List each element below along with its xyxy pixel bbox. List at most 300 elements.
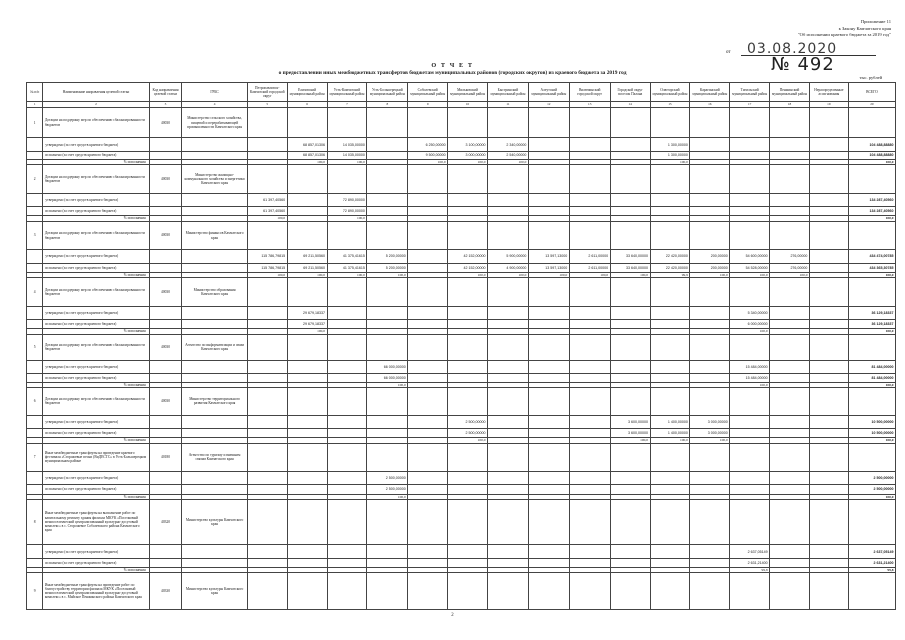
value-cell <box>690 207 730 216</box>
value-cell <box>487 320 528 329</box>
value-cell: 2 500,00000 <box>448 428 488 437</box>
value-cell <box>327 415 367 428</box>
empty-cell <box>149 138 182 151</box>
empty-cell <box>287 278 327 307</box>
value-cell: 100,0 <box>730 329 770 334</box>
total-value: 36 129,18337 <box>848 306 895 319</box>
value-cell <box>327 472 367 485</box>
percent-row-label: % исполнения <box>43 216 149 221</box>
column-number: 13 <box>569 102 610 107</box>
value-cell: 68 857,01306 <box>287 138 327 151</box>
value-cell <box>730 472 770 485</box>
value-cell: 3 000,00000 <box>690 415 730 428</box>
empty-cell <box>650 388 690 416</box>
empty-cell <box>27 373 43 382</box>
value-cell: 5 200,00000 <box>367 263 408 272</box>
empty-cell <box>182 138 247 151</box>
value-cell <box>287 559 327 567</box>
empty-cell <box>650 165 690 194</box>
value-cell: 1 300,00000 <box>650 151 690 159</box>
value-cell: 61 397,40560 <box>247 207 287 216</box>
empty-cell <box>569 221 610 250</box>
empty-cell <box>182 320 247 329</box>
empty-cell <box>610 278 650 307</box>
value-cell: 100,0 <box>730 272 770 277</box>
column-number: 11 <box>487 102 528 107</box>
value-cell <box>367 545 408 559</box>
report-title: О Т Ч Е Т <box>431 62 474 69</box>
empty-cell <box>848 388 895 416</box>
section-code: 40320 <box>149 499 182 544</box>
value-cell <box>770 361 810 373</box>
value-cell <box>809 485 848 494</box>
value-cell <box>569 138 610 151</box>
empty-cell <box>730 221 770 250</box>
empty-cell <box>610 221 650 250</box>
value-cell: 69 211,50560 <box>287 250 327 263</box>
value-cell <box>610 361 650 373</box>
value-cell <box>610 485 650 494</box>
empty-cell <box>730 107 770 138</box>
empty-cell <box>528 499 569 544</box>
value-cell: 29 679,18337 <box>287 306 327 319</box>
value-cell: 14 035,00000 <box>327 138 367 151</box>
empty-cell <box>327 388 367 416</box>
value-cell: 100,0 <box>650 438 690 443</box>
empty-cell <box>528 107 569 138</box>
value-cell <box>367 306 408 319</box>
empty-cell <box>367 278 408 307</box>
value-cell <box>650 207 690 216</box>
column-header: Соболевский муниципальный район <box>408 83 448 102</box>
empty-cell <box>182 207 247 216</box>
total-value: 134 287,40560 <box>848 207 895 216</box>
section-grbs: Министерство сельского хозяйства, пищевой и перерабатывающей промышленности Камчатского края <box>182 107 247 138</box>
value-cell: 2 540,00000 <box>487 151 528 159</box>
column-header: Усть-Камчатский муниципальный район <box>327 83 367 102</box>
empty-cell <box>448 278 488 307</box>
value-cell: 100,0 <box>610 272 650 277</box>
value-cell <box>528 193 569 206</box>
value-cell <box>770 545 810 559</box>
empty-cell <box>650 107 690 138</box>
empty-cell <box>690 221 730 250</box>
empty-cell <box>487 572 528 609</box>
value-cell: 3 000,00000 <box>690 428 730 437</box>
value-cell: 15 484,00000 <box>730 373 770 382</box>
section-header-row <box>27 388 896 416</box>
empty-cell <box>367 388 408 416</box>
value-cell: 100,0 <box>448 438 488 443</box>
value-cell <box>690 559 730 567</box>
empty-cell <box>487 107 528 138</box>
empty-cell <box>809 107 848 138</box>
column-number: 5 <box>247 102 287 107</box>
value-cell: 69 211,50560 <box>287 263 327 272</box>
column-header: Алеутский муниципальный район <box>528 83 569 102</box>
empty-cell <box>408 278 448 307</box>
approved-row <box>27 361 896 373</box>
value-cell <box>730 415 770 428</box>
value-cell <box>809 428 848 437</box>
value-cell: 42 152,00000 <box>448 250 488 263</box>
empty-cell <box>770 334 810 361</box>
value-cell: 2 611,00000 <box>569 263 610 272</box>
empty-cell <box>327 572 367 609</box>
column-header: Вилючинский городской округ <box>569 83 610 102</box>
percent-row-label: % исполнения <box>43 567 149 572</box>
appendix-line-1: Приложение 11 <box>860 19 891 24</box>
total-value: 100,0 <box>848 382 895 387</box>
empty-cell <box>247 388 287 416</box>
value-cell <box>487 306 528 319</box>
section-name: Дотации на поддержку мер по обеспечению сбалансированности бюджетов <box>43 278 149 307</box>
empty-cell <box>770 221 810 250</box>
value-cell <box>770 306 810 319</box>
empty-cell <box>287 165 327 194</box>
value-cell: 33 640,00000 <box>610 250 650 263</box>
section-header-row <box>27 443 896 472</box>
value-cell <box>448 545 488 559</box>
value-cell <box>247 428 287 437</box>
value-cell: 2 631,21400 <box>730 559 770 567</box>
value-cell <box>730 138 770 151</box>
section-header-row <box>27 107 896 138</box>
empty-cell <box>610 572 650 609</box>
value-cell <box>408 306 448 319</box>
value-cell <box>690 306 730 319</box>
value-cell <box>528 545 569 559</box>
value-cell <box>448 306 488 319</box>
value-cell <box>327 485 367 494</box>
value-cell: 100,0 <box>487 272 528 277</box>
value-cell <box>287 361 327 373</box>
value-cell: 276,00000 <box>770 250 810 263</box>
value-cell: 33 640,00000 <box>610 263 650 272</box>
empty-cell <box>247 221 287 250</box>
value-cell <box>247 306 287 319</box>
column-header: Мильковский муниципальный район <box>448 83 488 102</box>
value-cell <box>528 472 569 485</box>
value-cell <box>327 320 367 329</box>
column-number: 16 <box>690 102 730 107</box>
value-cell: 100,0 <box>367 382 408 387</box>
value-cell <box>327 559 367 567</box>
empty-cell <box>327 278 367 307</box>
empty-cell <box>487 388 528 416</box>
approved-row-label: утверждено (за счет средств краевого бюджета) <box>43 306 149 319</box>
value-cell <box>569 485 610 494</box>
value-cell <box>569 559 610 567</box>
executed-row <box>27 263 896 272</box>
approved-row-label: утверждено (за счет средств краевого бюджета) <box>43 250 149 263</box>
section-code: 40030 <box>149 388 182 416</box>
empty-cell <box>367 572 408 609</box>
total-value: 100,0 <box>848 159 895 164</box>
value-cell <box>770 320 810 329</box>
empty-cell <box>610 334 650 361</box>
value-cell <box>770 138 810 151</box>
empty-cell <box>610 107 650 138</box>
empty-cell <box>690 499 730 544</box>
empty-cell <box>247 165 287 194</box>
empty-cell <box>408 572 448 609</box>
executed-row-label: исполнено (за счет средств краевого бюджета) <box>43 485 149 494</box>
section-number: 3 <box>27 221 43 250</box>
value-cell <box>690 485 730 494</box>
value-cell <box>367 207 408 216</box>
empty-cell <box>367 443 408 472</box>
empty-cell <box>182 250 247 263</box>
empty-cell <box>408 443 448 472</box>
empty-cell <box>287 334 327 361</box>
empty-cell <box>149 472 182 485</box>
column-number: 7 <box>327 102 367 107</box>
empty-cell <box>149 559 182 567</box>
value-cell <box>367 428 408 437</box>
empty-cell <box>487 221 528 250</box>
value-cell: 200,00000 <box>690 263 730 272</box>
empty-cell <box>149 415 182 428</box>
column-header: Наименование направления целевой статьи <box>43 83 149 102</box>
section-name: Дотации на поддержку мер по обеспечению сбалансированности бюджетов <box>43 165 149 194</box>
empty-cell <box>247 443 287 472</box>
value-cell: 100,0 <box>327 272 367 277</box>
percent-row-label: % исполнения <box>43 329 149 334</box>
value-cell <box>610 151 650 159</box>
empty-cell <box>690 334 730 361</box>
approved-row-label: утверждено (за счет средств краевого бюджета) <box>43 138 149 151</box>
value-cell <box>528 428 569 437</box>
column-header: Нераспределенные ассигнования <box>809 83 848 102</box>
value-cell <box>809 193 848 206</box>
value-cell <box>408 472 448 485</box>
empty-cell <box>287 572 327 609</box>
empty-cell <box>182 193 247 206</box>
value-cell <box>528 207 569 216</box>
empty-cell <box>27 320 43 329</box>
empty-cell <box>770 572 810 609</box>
value-cell <box>770 207 810 216</box>
value-cell <box>247 320 287 329</box>
value-cell: 3 000,00000 <box>448 151 488 159</box>
executed-row <box>27 207 896 216</box>
value-cell <box>247 361 287 373</box>
value-cell <box>569 415 610 428</box>
approved-row <box>27 472 896 485</box>
section-grbs: Министерство культуры Камчатского края <box>182 572 247 609</box>
section-number: 2 <box>27 165 43 194</box>
stamp-date-prefix: от <box>726 50 731 55</box>
empty-cell <box>528 278 569 307</box>
empty-cell <box>182 559 247 567</box>
value-cell <box>770 193 810 206</box>
value-cell <box>809 151 848 159</box>
empty-cell <box>448 165 488 194</box>
empty-cell <box>569 443 610 472</box>
empty-cell <box>149 207 182 216</box>
total-value: 100,0 <box>848 216 895 221</box>
value-cell: 100,0 <box>610 438 650 443</box>
value-cell <box>650 320 690 329</box>
value-cell <box>487 559 528 567</box>
empty-cell <box>809 334 848 361</box>
section-header-row <box>27 278 896 307</box>
empty-cell <box>809 499 848 544</box>
value-cell: 100,0 <box>690 272 730 277</box>
value-cell: 6 250,00000 <box>408 138 448 151</box>
value-cell <box>327 306 367 319</box>
executed-row <box>27 151 896 159</box>
value-cell: 9 500,00000 <box>408 151 448 159</box>
empty-cell <box>247 334 287 361</box>
section-grbs: Агентство по информатизации и связи Камчатского края <box>182 334 247 361</box>
empty-cell <box>690 107 730 138</box>
value-cell <box>690 138 730 151</box>
value-cell <box>528 306 569 319</box>
section-code: 40030 <box>149 165 182 194</box>
column-number: 12 <box>528 102 569 107</box>
empty-cell <box>569 572 610 609</box>
empty-cell <box>690 388 730 416</box>
value-cell: 115 786,79815 <box>247 263 287 272</box>
value-cell: 100,0 <box>569 272 610 277</box>
empty-cell <box>149 306 182 319</box>
value-cell <box>367 415 408 428</box>
value-cell <box>690 361 730 373</box>
section-header-row <box>27 499 896 544</box>
column-header: Тигильский муниципальный район <box>730 83 770 102</box>
value-cell <box>569 320 610 329</box>
empty-cell <box>569 165 610 194</box>
empty-cell <box>149 545 182 559</box>
empty-cell <box>27 545 43 559</box>
value-cell <box>610 207 650 216</box>
empty-cell <box>448 388 488 416</box>
empty-cell <box>367 165 408 194</box>
empty-cell <box>848 334 895 361</box>
value-cell <box>650 193 690 206</box>
value-cell: 29 679,18337 <box>287 320 327 329</box>
section-header-row <box>27 334 896 361</box>
column-number: 10 <box>448 102 488 107</box>
value-cell <box>487 415 528 428</box>
value-cell <box>809 320 848 329</box>
value-cell: 100,0 <box>448 272 488 277</box>
empty-cell <box>650 334 690 361</box>
empty-cell <box>27 250 43 263</box>
value-cell <box>247 415 287 428</box>
section-header-row <box>27 221 896 250</box>
value-cell <box>569 151 610 159</box>
value-cell <box>367 138 408 151</box>
value-cell <box>327 373 367 382</box>
value-cell <box>610 559 650 567</box>
value-cell <box>528 485 569 494</box>
empty-cell <box>287 443 327 472</box>
value-cell <box>610 545 650 559</box>
value-cell <box>448 207 488 216</box>
empty-cell <box>730 388 770 416</box>
value-cell <box>448 485 488 494</box>
value-cell <box>487 193 528 206</box>
value-cell <box>367 320 408 329</box>
empty-cell <box>528 443 569 472</box>
section-header-row <box>27 572 896 609</box>
empty-cell <box>247 278 287 307</box>
value-cell <box>448 559 488 567</box>
value-cell: 2 500,00000 <box>367 485 408 494</box>
empty-cell <box>730 572 770 609</box>
value-cell <box>247 472 287 485</box>
empty-cell <box>809 572 848 609</box>
empty-cell <box>650 499 690 544</box>
column-number: 1 <box>27 102 43 107</box>
value-cell <box>287 415 327 428</box>
value-cell <box>809 415 848 428</box>
empty-cell <box>287 107 327 138</box>
value-cell <box>809 559 848 567</box>
value-cell <box>287 545 327 559</box>
value-cell: 14 035,00000 <box>327 151 367 159</box>
empty-cell <box>809 388 848 416</box>
total-value: 36 129,18337 <box>848 320 895 329</box>
empty-cell <box>487 499 528 544</box>
empty-cell <box>448 221 488 250</box>
report-table <box>26 82 896 610</box>
section-grbs: Министерство территориального развития Камчатского края <box>182 388 247 416</box>
value-cell: 72 890,00000 <box>327 207 367 216</box>
appendix-line-2: к Закону Камчатского края <box>838 25 891 31</box>
empty-cell <box>149 250 182 263</box>
section-name: Дотации на поддержку мер по обеспечению сбалансированности бюджетов <box>43 388 149 416</box>
empty-cell <box>149 263 182 272</box>
value-cell <box>690 320 730 329</box>
empty-cell <box>528 221 569 250</box>
value-cell <box>770 472 810 485</box>
empty-cell <box>448 334 488 361</box>
value-cell <box>408 263 448 272</box>
value-cell <box>690 193 730 206</box>
empty-cell <box>848 165 895 194</box>
value-cell <box>569 472 610 485</box>
value-cell: 54 600,00000 <box>730 250 770 263</box>
value-cell <box>610 193 650 206</box>
empty-cell <box>848 107 895 138</box>
empty-cell <box>408 499 448 544</box>
value-cell <box>650 373 690 382</box>
value-cell: 100,0 <box>730 382 770 387</box>
empty-cell <box>182 415 247 428</box>
executed-row-label: исполнено (за счет средств краевого бюджета) <box>43 207 149 216</box>
value-cell <box>770 559 810 567</box>
value-cell <box>730 193 770 206</box>
value-cell <box>487 485 528 494</box>
value-cell: 66 000,00000 <box>367 361 408 373</box>
value-cell <box>610 306 650 319</box>
value-cell <box>690 545 730 559</box>
value-cell <box>569 373 610 382</box>
empty-cell <box>730 165 770 194</box>
empty-cell <box>287 221 327 250</box>
value-cell <box>528 138 569 151</box>
value-cell: 6 000,00000 <box>730 320 770 329</box>
empty-cell <box>809 278 848 307</box>
value-cell <box>809 472 848 485</box>
empty-cell <box>182 151 247 159</box>
value-cell: 15 484,00000 <box>730 361 770 373</box>
empty-cell <box>487 165 528 194</box>
